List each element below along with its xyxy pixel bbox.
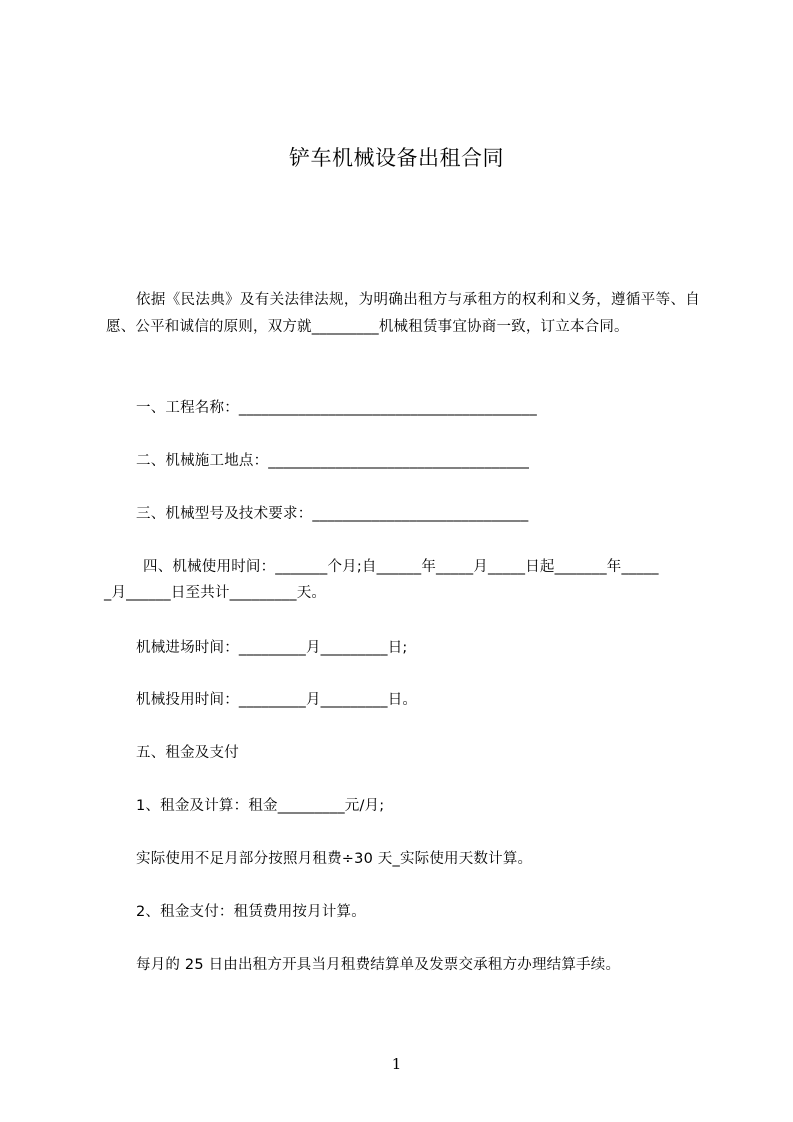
intro-paragraph: 依据《民法典》及有关法律法规，为明确出租方与承租方的权利和义务，遵循平等、自愿、公平和诚信的原则，双方就_________机械租赁事宜协商一致，订立本合同。 [106,292,700,335]
document-title: 铲车机械设备出租合同 [289,146,504,170]
item-construction-site: 二、机械施工地点：___________________________________ [136,453,530,469]
rent-calculation: 1、租金及计算：租金_________元/月; [136,798,385,814]
machine-entry-time: 机械进场时间：_________月_________日; [136,640,408,656]
machine-operation-time: 机械投用时间：_________月_________日。 [136,692,418,708]
page-number: 1 [391,1055,402,1073]
rent-settlement: 每月的 25 日由出租方开具当月租费结算单及发票交承租方办理结算手续。 [136,957,621,973]
section-rent-payment: 五、租金及支付 [136,745,239,761]
item-project-name: 一、工程名称：________________________________________ [136,400,537,416]
rent-partial-month: 实际使用不足月部分按照月租费÷30 天_实际使用天数计算。 [136,851,533,867]
item-usage-time-line1: 四、机械使用时间：_______个月;自______年_____月_____日起_______年_____ [143,559,659,575]
item-usage-time-line2: _月______日至共计_________天。 [104,585,327,601]
item-machine-model: 三、机械型号及技术要求：_____________________________ [136,506,529,522]
rent-payment-method: 2、租金支付：租赁费用按月计算。 [136,904,366,920]
